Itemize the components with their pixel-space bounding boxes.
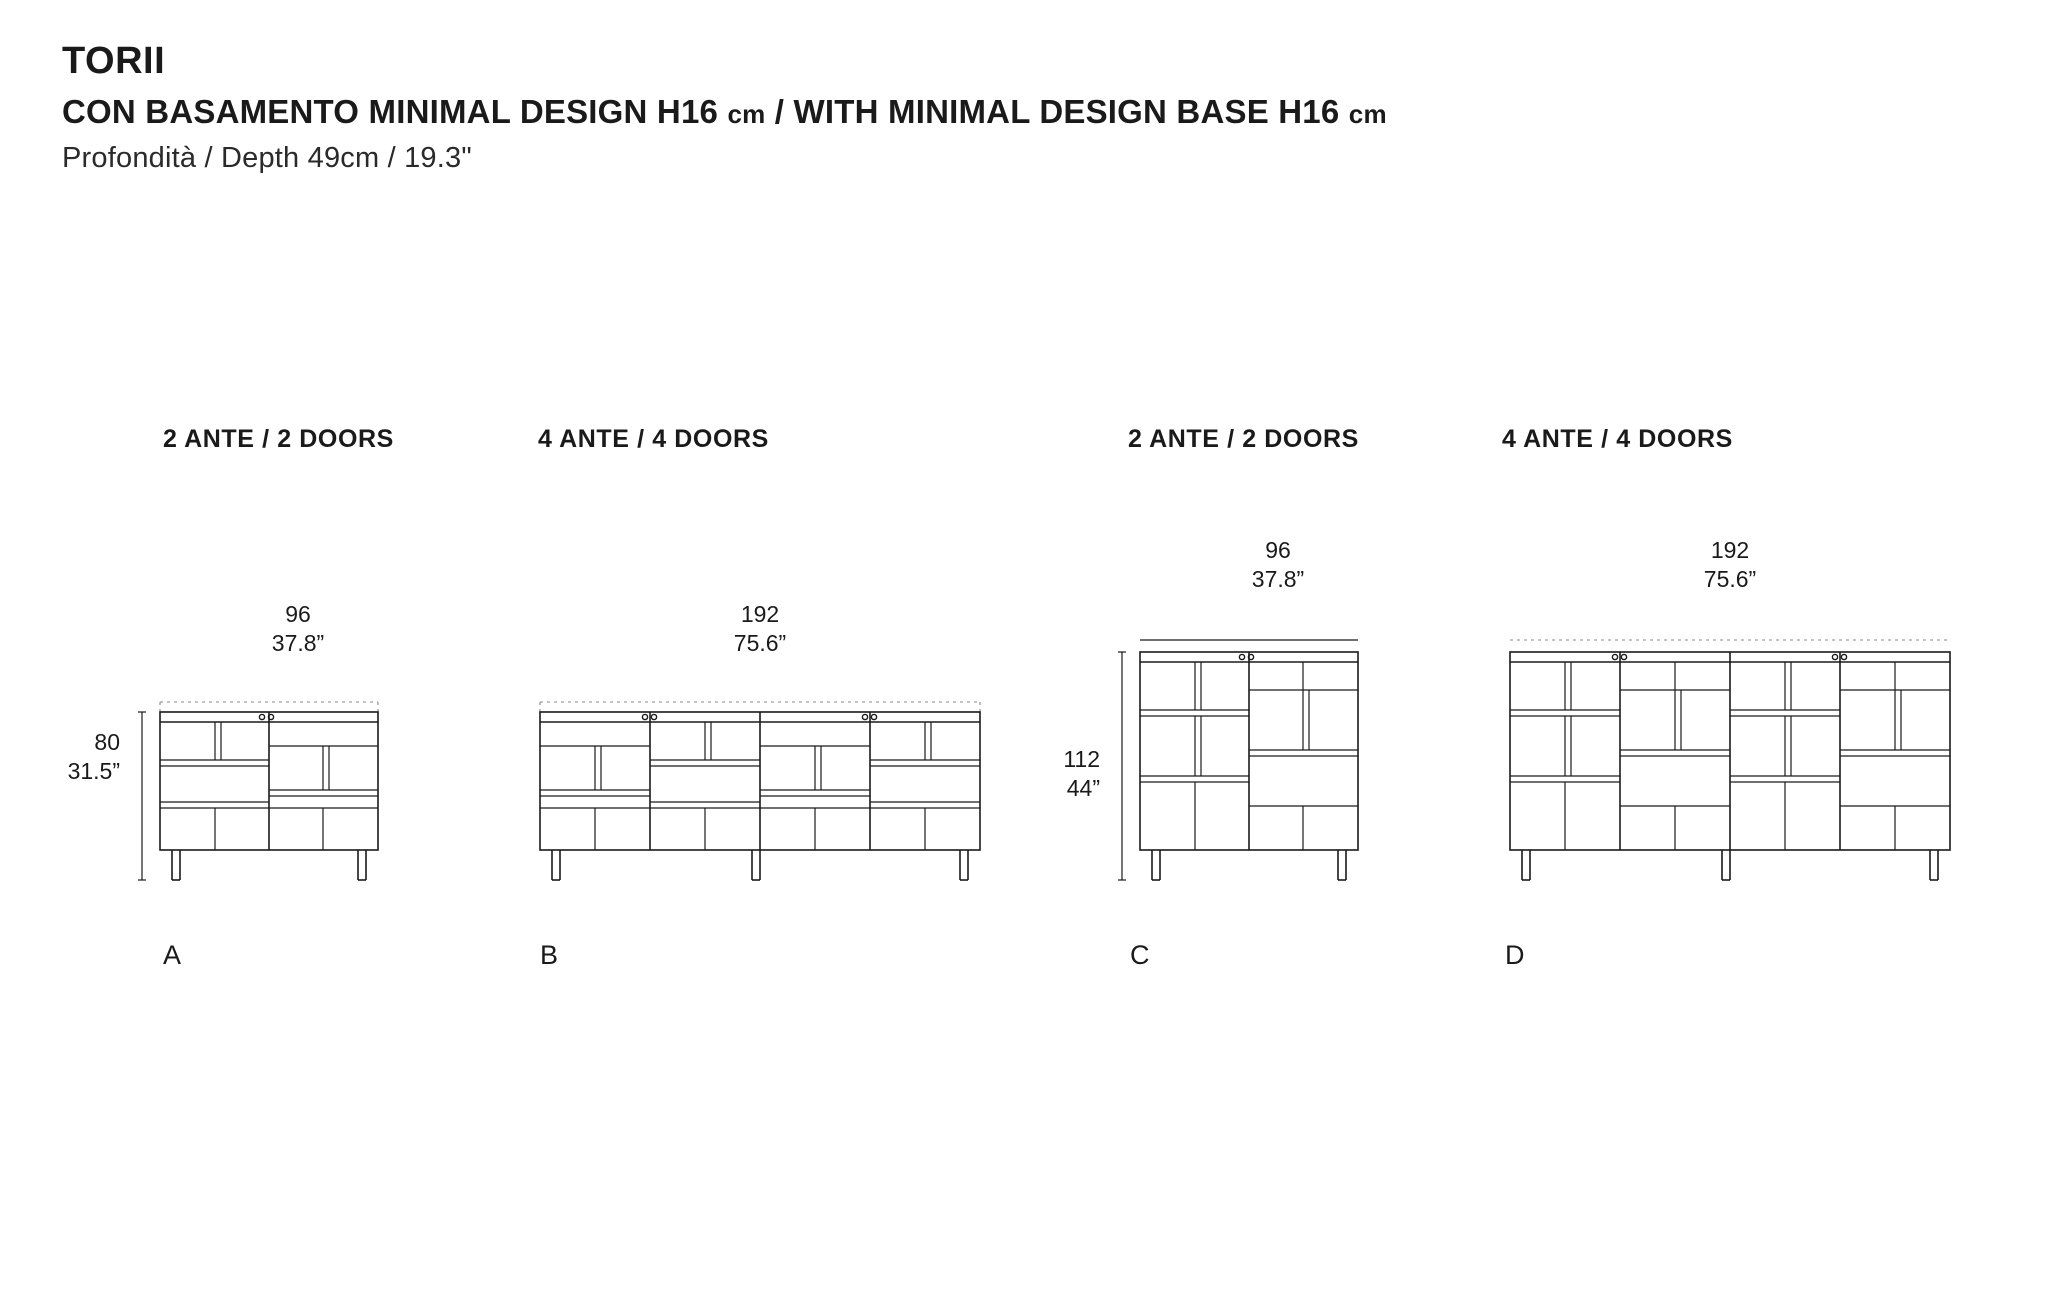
figure-b xyxy=(520,601,1040,940)
page-subtitle xyxy=(62,92,1862,132)
figure-d xyxy=(1490,537,2010,940)
group-label-a: 2 ANTE / 2 DOORS xyxy=(163,425,394,453)
dimension-width-a: 96 37.8” xyxy=(271,601,325,656)
dimension-width-d: 192 75.6” xyxy=(1703,537,1757,592)
subtitle-unit-it: cm xyxy=(727,98,766,129)
drawing-d xyxy=(1490,580,2010,940)
page-title: TORII xyxy=(62,40,166,82)
group-label-d: 4 ANTE / 4 DOORS xyxy=(1502,425,1733,453)
depth-caption: Profondità / Depth 49cm / 19.3" xyxy=(62,142,472,175)
figure-letter-a: A xyxy=(163,940,182,970)
dimension-height-c: 112 44” xyxy=(1063,746,1100,801)
page-header xyxy=(62,40,1862,176)
drawing-b xyxy=(520,650,1040,940)
drawing-a xyxy=(130,650,430,940)
figure-letter-c: C xyxy=(1130,940,1150,970)
figure-a xyxy=(67,601,430,940)
group-label-b: 4 ANTE / 4 DOORS xyxy=(538,425,769,453)
figure-c xyxy=(1063,537,1410,940)
subtitle-en: / WITH MINIMAL DESIGN BASE H16 xyxy=(765,92,1349,130)
subtitle-unit-en: cm xyxy=(1348,98,1387,129)
dimension-width-c: 96 37.8” xyxy=(1251,537,1305,592)
figure-letter-b: B xyxy=(540,940,559,970)
figure-letter-d: D xyxy=(1505,940,1525,970)
drawing-c xyxy=(1110,580,1410,940)
dimension-width-b: 192 75.6” xyxy=(733,601,787,656)
dimension-height-a: 80 31.5” xyxy=(67,729,120,784)
subtitle-it: CON BASAMENTO MINIMAL DESIGN H16 xyxy=(62,92,728,130)
group-label-c: 2 ANTE / 2 DOORS xyxy=(1128,425,1359,453)
